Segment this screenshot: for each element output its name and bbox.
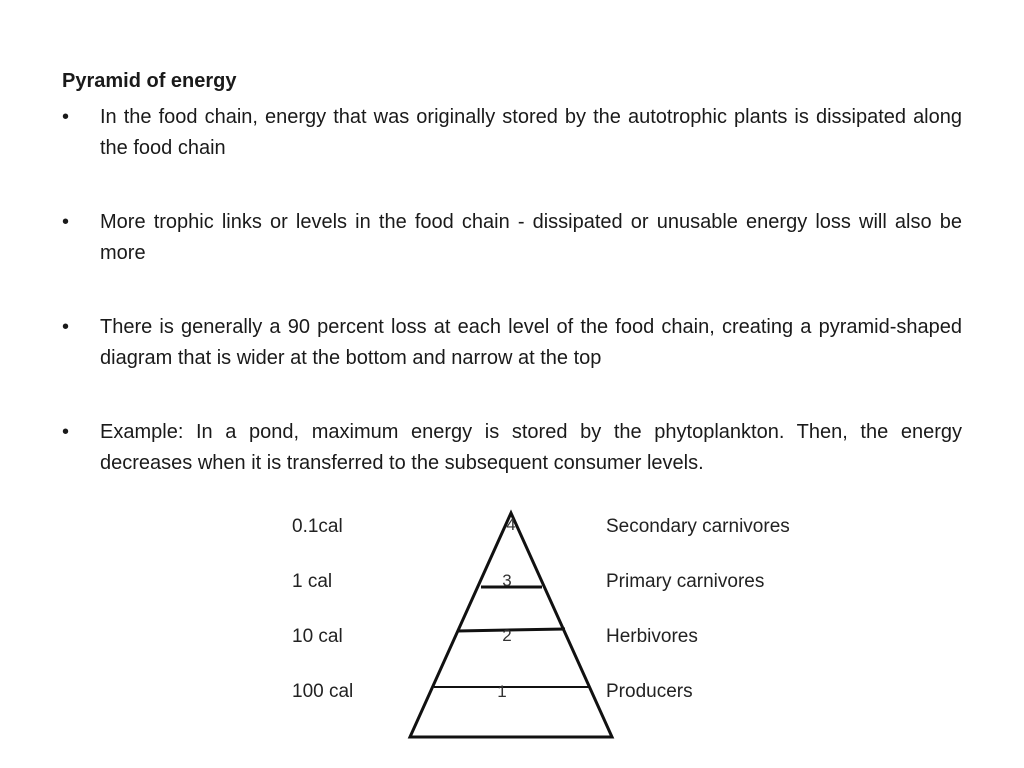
bullet-item [62, 312, 962, 374]
energy-pyramid-svg [280, 505, 800, 750]
trophic-level-label: Secondary carnivores [606, 516, 790, 537]
pyramid-outline [410, 513, 612, 737]
bullet-text: There is generally a 90 percent loss at each level of the food chain, creating a pyramid-shaped diagram that is wider at the bottom and narrow at the top [100, 316, 962, 369]
bullet-marker: • [62, 211, 70, 233]
level-number: 3 [502, 571, 512, 590]
bullet-text: In the food chain, energy that was originally stored by the autotrophic plants is dissipated along the food chain [100, 106, 962, 159]
energy-label: 100 cal [292, 681, 354, 702]
trophic-level-label: Herbivores [606, 626, 698, 647]
level-number: 2 [502, 626, 512, 645]
level-number: 1 [497, 682, 507, 701]
slide-heading: Pyramid of energy [62, 70, 237, 92]
bullet-list [62, 102, 962, 522]
energy-pyramid-figure [280, 505, 800, 750]
bullet-item [62, 417, 962, 479]
energy-label: 1 cal [292, 571, 333, 592]
energy-label: 10 cal [292, 626, 343, 647]
bullet-text: More trophic links or levels in the food chain - dissipated or unusable energy loss will also be more [100, 211, 962, 264]
energy-label: 0.1cal [292, 516, 343, 537]
trophic-level-label: Producers [606, 681, 693, 702]
bullet-item [62, 102, 962, 164]
level-number: 4 [506, 515, 516, 534]
bullet-text: Example: In a pond, maximum energy is stored by the phytoplankton. Then, the energy decreases when it is transferred to the subsequent consumer levels. [100, 421, 962, 474]
bullet-marker: • [62, 316, 70, 338]
bullet-marker: • [62, 106, 70, 128]
trophic-level-label: Primary carnivores [606, 571, 765, 592]
bullet-marker: • [62, 421, 70, 443]
bullet-item [62, 207, 962, 269]
